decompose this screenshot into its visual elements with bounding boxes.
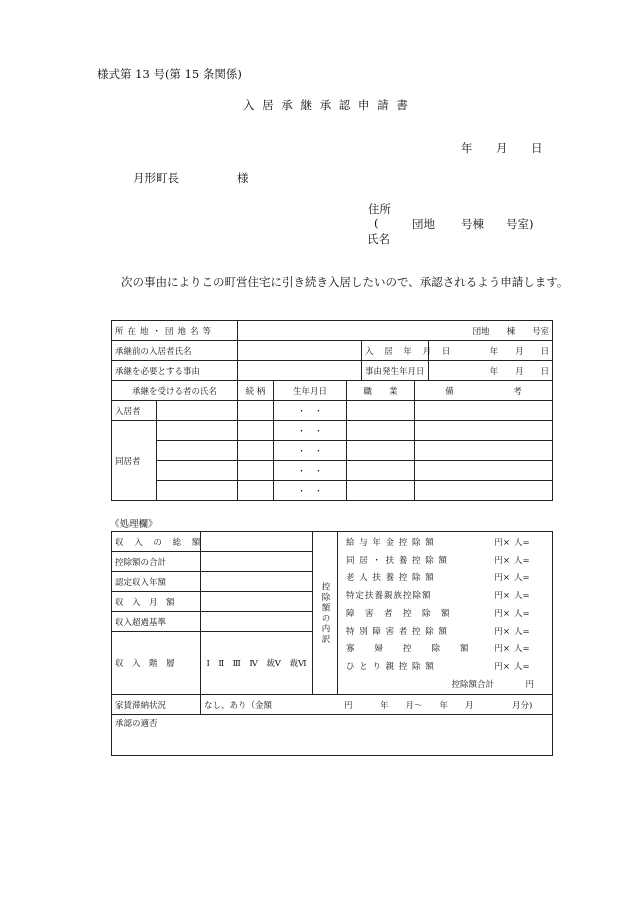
monthly-income-field[interactable] [201, 592, 313, 612]
income-excess-field[interactable] [201, 612, 313, 632]
deduction-people-eq: 人= [514, 608, 530, 619]
cohabitant-row [112, 481, 553, 501]
reason-field[interactable] [238, 361, 362, 381]
deduction-yen-times: 円× [494, 555, 510, 566]
deduction-amount-field[interactable] [456, 659, 478, 677]
header-remarks: 備 考 [415, 381, 553, 401]
deduction-total-label: 控除額合計 [451, 679, 494, 690]
rent-arrears-period: 年 月～ 年 月 [380, 700, 474, 711]
move-in-date-field[interactable]: 年 月 日 [429, 341, 553, 361]
cohabitant-name-field[interactable] [157, 461, 238, 481]
cohabitant-occupation-field[interactable] [347, 421, 415, 441]
cohabitant-occupation-field[interactable] [347, 481, 415, 501]
deduction-breakdown-label [313, 532, 338, 695]
deduction-amount-field[interactable] [456, 588, 478, 606]
rent-arrears-text: なし、あり（金額 [204, 700, 273, 711]
location-field[interactable]: 団地 棟 号室 [238, 321, 553, 341]
processing-heading: 《処理欄》 [110, 519, 158, 530]
cohabitant-name-field[interactable] [157, 481, 238, 501]
header-successor-name: 承継を受ける者の氏名 [112, 381, 238, 401]
cohabitant-row [112, 421, 553, 441]
address-danchi: 団地 [412, 217, 435, 231]
addressee-honorific: 様 [237, 171, 249, 185]
cohabitant-relationship-field[interactable] [238, 461, 274, 481]
cohabitant-row [112, 441, 553, 461]
cohabitant-birthdate-field[interactable]: ・ ・ [274, 481, 347, 501]
total-income-field[interactable] [201, 532, 313, 552]
income-excess-label: 収入超過基準 [112, 612, 201, 632]
cohabitant-occupation-field[interactable] [347, 441, 415, 461]
deduction-people-eq: 人= [514, 555, 530, 566]
date-day: 日 [531, 141, 543, 155]
certified-income-label: 認定収入年額 [112, 572, 201, 592]
resident-name-field[interactable] [157, 401, 238, 421]
approval-label: 承認の適否 [115, 719, 158, 730]
move-in-date-label: 入 居 年 月 日 [362, 341, 429, 361]
deduction-people-eq: 人= [514, 573, 530, 584]
deduction-yen-times: 円× [494, 608, 510, 619]
deduction-amount-field[interactable] [456, 535, 478, 553]
reason-label: 承継を必要とする事由 [112, 361, 238, 381]
deduction-amount-field[interactable] [456, 553, 478, 571]
cohabitant-remarks-field[interactable] [415, 461, 553, 481]
header-occupation: 職 業 [347, 381, 415, 401]
deduction-yen-times: 円× [494, 626, 510, 637]
deduction-yen-times: 円× [494, 661, 510, 672]
rent-arrears-field[interactable] [201, 695, 553, 715]
income-class-options[interactable]: Ⅰ Ⅱ Ⅲ Ⅳ 裁Ⅴ 裁Ⅵ [201, 632, 313, 695]
cohabitant-row [112, 461, 553, 481]
addressee: 月形町長 [133, 171, 179, 185]
deduction-people-eq: 人= [514, 661, 530, 672]
monthly-income-label: 収 入 月 額 [112, 592, 201, 612]
deduction-label: 同 居 ・ 扶 養 控 除 額 [346, 555, 448, 566]
deduction-row [346, 641, 544, 659]
occurrence-date-label: 事由発生年月日 [362, 361, 429, 381]
deduction-row [346, 535, 544, 553]
deduction-people-eq: 人= [514, 644, 530, 655]
income-class-label: 収 入 階 層 [112, 632, 201, 695]
approval-cell[interactable] [112, 715, 553, 756]
date-month: 月 [496, 141, 508, 155]
deduction-label: 老 人 扶 養 控 除 額 [346, 573, 435, 584]
rent-arrears-months: 月分) [512, 700, 533, 711]
resident-birthdate-field[interactable]: ・ ・ [274, 401, 347, 421]
deduction-sum-field[interactable] [201, 552, 313, 572]
deduction-row [346, 553, 544, 571]
deduction-detail-cell [338, 532, 553, 695]
address-gotou: 号棟 [461, 217, 484, 231]
cohabitant-relationship-field[interactable] [238, 421, 274, 441]
deduction-amount-field[interactable] [456, 606, 478, 624]
deduction-yen-times: 円× [494, 644, 510, 655]
deduction-people-eq: 人= [514, 626, 530, 637]
rent-arrears-label: 家賃滞納状況 [112, 695, 201, 715]
prev-resident-field[interactable] [238, 341, 362, 361]
address-label: 住所 [368, 202, 391, 216]
cohabitant-remarks-field[interactable] [415, 441, 553, 461]
resident-relationship-field[interactable] [238, 401, 274, 421]
occurrence-date-field[interactable]: 年 月 日 [429, 361, 553, 381]
certified-income-field[interactable] [201, 572, 313, 592]
processing-table [111, 531, 553, 756]
cohabitant-remarks-field[interactable] [415, 481, 553, 501]
total-income-label: 収 入 の 総 額 [112, 532, 201, 552]
name-label: 氏名 [367, 232, 390, 246]
header-relationship: 続 柄 [238, 381, 274, 401]
deduction-list [346, 535, 544, 677]
deduction-row [346, 570, 544, 588]
resident-row [112, 401, 553, 421]
deduction-row [346, 624, 544, 642]
cohabitant-occupation-field[interactable] [347, 461, 415, 481]
resident-occupation-field[interactable] [347, 401, 415, 421]
cohabitant-label: 同居者 [112, 421, 157, 501]
deduction-label: 特定扶養親族控除額 [346, 591, 432, 602]
cohabitant-relationship-field[interactable] [238, 441, 274, 461]
address-goshitsu: 号室) [506, 217, 534, 231]
cohabitant-birthdate-field[interactable]: ・ ・ [274, 421, 347, 441]
cohabitant-name-field[interactable] [157, 441, 238, 461]
resident-remarks-field[interactable] [415, 401, 553, 421]
deduction-total-row [346, 677, 544, 695]
deduction-yen-times: 円× [494, 573, 510, 584]
header-birthdate: 生年月日 [274, 381, 347, 401]
form-title: 入 居 承 継 承 認 申 請 書 [243, 98, 410, 112]
deduction-people-eq: 人= [514, 538, 530, 548]
deduction-amount-field[interactable] [456, 570, 478, 588]
deduction-label: 特 別 障 害 者 控 除 額 [346, 626, 448, 637]
deduction-yen-times: 円× [494, 591, 510, 602]
date-year: 年 [461, 141, 473, 155]
deduction-amount-field[interactable] [456, 641, 478, 659]
succession-table [111, 320, 553, 501]
deduction-label: 障 害 者 控 除 額 [346, 608, 451, 619]
form-number: 様式第 13 号(第 15 条関係) [97, 67, 242, 81]
rent-arrears-yen: 円 [344, 700, 353, 711]
cohabitant-relationship-field[interactable] [238, 481, 274, 501]
deduction-total-unit: 円 [525, 679, 534, 690]
deduction-breakdown-text: 控除額の内訳 [320, 581, 330, 645]
cohabitant-remarks-field[interactable] [415, 421, 553, 441]
cohabitant-birthdate-field[interactable]: ・ ・ [274, 461, 347, 481]
deduction-label: ひ と り 親 控 除 額 [346, 661, 435, 672]
deduction-row [346, 606, 544, 624]
deduction-yen-times: 円× [494, 538, 510, 548]
deduction-people-eq: 人= [514, 591, 530, 602]
resident-label: 入居者 [112, 401, 157, 421]
deduction-label: 寡 婦 控 除 額 [346, 644, 470, 655]
cohabitant-name-field[interactable] [157, 421, 238, 441]
prev-resident-label: 承継前の入居者氏名 [112, 341, 238, 361]
address-open-paren: ( [374, 216, 379, 230]
cohabitant-birthdate-field[interactable]: ・ ・ [274, 441, 347, 461]
location-label: 所在地・団地名等 [112, 321, 238, 341]
deduction-amount-field[interactable] [456, 624, 478, 642]
deduction-row [346, 659, 544, 677]
deduction-label: 給 与 年 金 控 除 額 [346, 538, 435, 548]
deduction-row [346, 588, 544, 606]
application-statement: 次の事由によりこの町営住宅に引き続き入居したいので、承認されるよう申請します。 [121, 275, 569, 289]
deduction-sum-label: 控除額の合計 [112, 552, 201, 572]
